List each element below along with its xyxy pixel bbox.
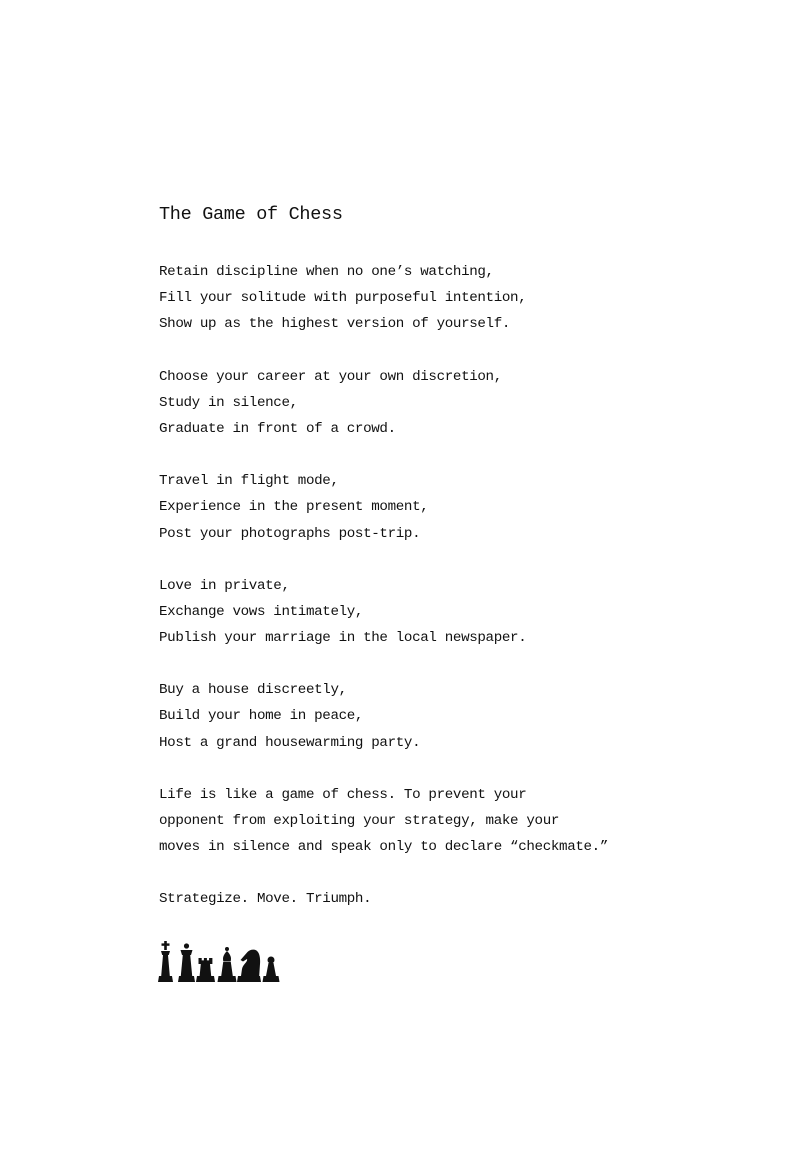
poem-line: Show up as the highest version of yourself. — [159, 316, 511, 333]
stanza-list — [159, 259, 759, 913]
poem-line: Host a grand housewarming party. — [159, 734, 421, 751]
poem-line: Retain discipline when no one’s watching, — [159, 264, 494, 280]
poem-line: Study in silence, — [159, 394, 298, 411]
poem-line: opponent from exploiting your strategy, make your — [159, 813, 560, 829]
poem-line: Publish your marriage in the local newspaper. — [159, 630, 527, 647]
poem-line: Experience in the present moment, — [159, 499, 429, 516]
poem-line: moves in silence and speak only to declare “checkmate.” — [159, 839, 609, 856]
bishop-icon — [218, 947, 237, 982]
poem-title: The Game of Chess — [159, 204, 343, 225]
knight-icon — [237, 950, 261, 982]
poem-line: Love in private, — [159, 577, 290, 594]
stanza — [159, 782, 759, 861]
poem-line: Fill your solitude with purposeful intention, — [159, 290, 527, 307]
stanza — [159, 677, 759, 756]
poem-line: Exchange vows intimately, — [159, 603, 364, 620]
poem-line: Graduate in front of a crowd. — [159, 420, 396, 437]
king-icon — [158, 941, 173, 982]
stanza — [159, 468, 759, 547]
closing-line: Strategize. Move. Triumph. — [159, 891, 372, 908]
poem-line: Post your photographs post-trip. — [159, 525, 421, 542]
poem-line: Buy a house discreetly, — [159, 682, 347, 699]
poem-line: Life is like a game of chess. To prevent your — [159, 786, 527, 803]
poem — [159, 202, 759, 913]
stanza — [159, 364, 759, 443]
poem-line: Build your home in peace, — [159, 708, 364, 725]
chess-pieces — [158, 940, 280, 984]
chess-pieces-graphic — [158, 940, 280, 984]
rook-icon — [196, 958, 215, 982]
poem-line: Choose your career at your own discretion, — [159, 368, 502, 385]
poem-line: Travel in flight mode, — [159, 473, 339, 490]
stanza — [159, 573, 759, 652]
queen-icon — [178, 943, 195, 982]
stanza — [159, 259, 759, 338]
pawn-icon — [263, 957, 280, 983]
